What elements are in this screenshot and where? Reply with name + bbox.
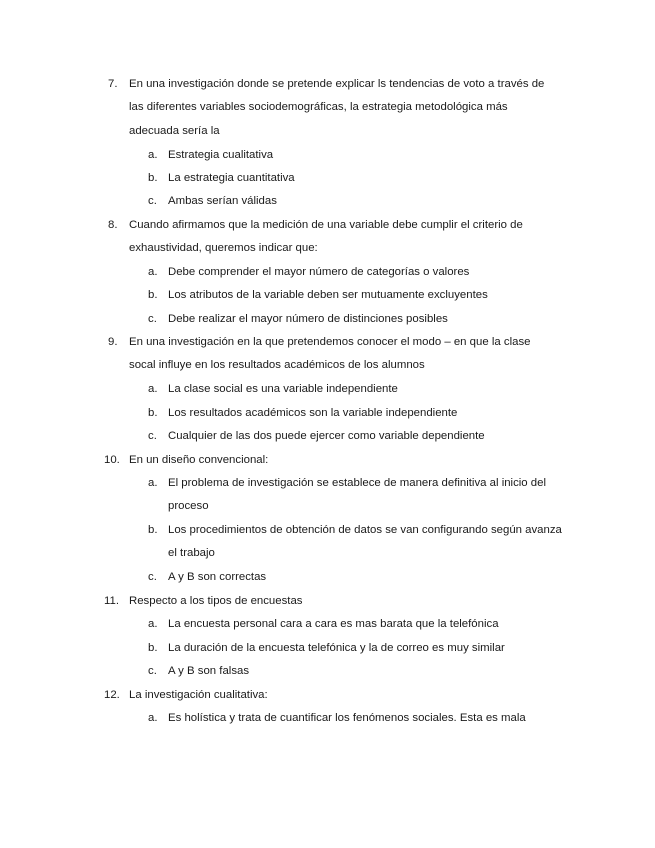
option-letter: b.: [148, 524, 158, 536]
option-text: La encuesta personal cara a cara es mas barata que la telefónica: [168, 618, 499, 630]
option-text: La duración de la encuesta telefónica y la de correo es muy similar: [168, 642, 505, 654]
option-letter: b.: [148, 642, 158, 654]
option-letter: b.: [148, 407, 158, 419]
option-text: Es holística y trata de cuantificar los fenómenos sociales. Esta es mala: [168, 712, 526, 724]
option-text: A y B son correctas: [168, 571, 267, 583]
question-number: 7.: [108, 78, 118, 90]
question-text: En un diseño convencional:: [129, 454, 269, 466]
option-text: El problema de investigación se establece de manera definitiva al inicio del proceso: [168, 477, 547, 513]
option-letter: a.: [148, 618, 158, 630]
option-text: Cualquier de las dos puede ejercer como variable dependiente: [168, 430, 485, 442]
question-text: En una investigación en la que pretendemos conocer el modo – en que la clase socal influye en los resultados académicos de los alumnos: [129, 336, 531, 372]
option-letter: a.: [148, 383, 158, 395]
option-letter: b.: [148, 172, 158, 184]
option-text: Debe realizar el mayor número de distinciones posibles: [168, 313, 448, 325]
question-number: 10.: [104, 454, 120, 466]
option-letter: c.: [148, 430, 157, 442]
question-text: En una investigación donde se pretende explicar ls tendencias de voto a través de las diferentes variables sociodemográficas, la estrategia metodológica más adecuada sería la: [129, 78, 545, 137]
option-text: Los resultados académicos son la variable independiente: [168, 407, 458, 419]
option-text: Los atributos de la variable deben ser mutuamente excluyentes: [168, 289, 488, 301]
option-letter: b.: [148, 289, 158, 301]
option-text: Ambas serían válidas: [168, 195, 277, 207]
question-number: 11.: [104, 595, 119, 607]
option-text: Los procedimientos de obtención de datos se van configurando según avanza el trabajo: [168, 524, 562, 560]
option-text: A y B son falsas: [168, 665, 250, 677]
option-letter: a.: [148, 477, 158, 489]
question-number: 12.: [104, 689, 120, 701]
option-letter: a.: [148, 149, 158, 161]
option-letter: a.: [148, 712, 158, 724]
question-number: 9.: [108, 336, 118, 348]
option-letter: a.: [148, 266, 158, 278]
question-text: Cuando afirmamos que la medición de una variable debe cumplir el criterio de exhaustividad, queremos indicar que:: [129, 219, 523, 255]
option-letter: c.: [148, 313, 157, 325]
question-text: Respecto a los tipos de encuestas: [129, 595, 303, 607]
option-text: Debe comprender el mayor número de categorías o valores: [168, 266, 470, 278]
option-letter: c.: [148, 195, 157, 207]
option-text: La estrategia cuantitativa: [168, 172, 295, 184]
option-text: La clase social es una variable independiente: [168, 383, 398, 395]
option-letter: c.: [148, 665, 157, 677]
question-number: 8.: [108, 219, 118, 231]
option-text: Estrategia cualitativa: [168, 149, 274, 161]
question-text: La investigación cualitativa:: [129, 689, 268, 701]
option-letter: c.: [148, 571, 157, 583]
